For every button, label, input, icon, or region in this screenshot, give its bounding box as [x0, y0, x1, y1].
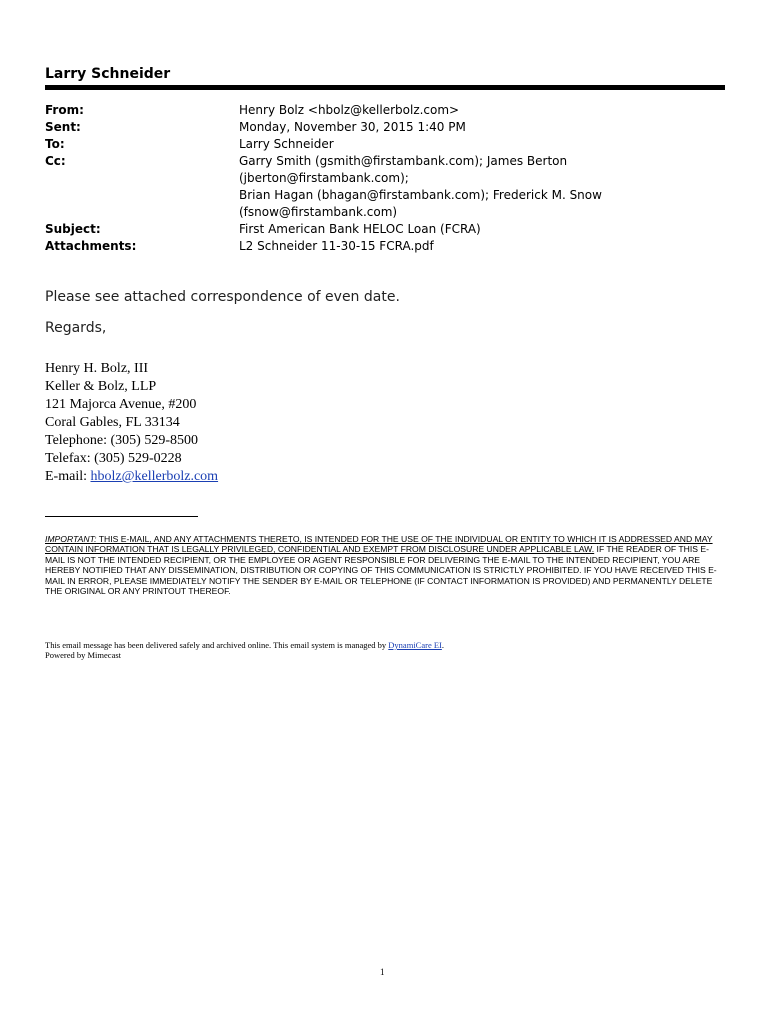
- sent-value: Monday, November 30, 2015 1:40 PM: [239, 120, 466, 134]
- signature-address-2: Coral Gables, FL 33134: [45, 415, 180, 430]
- attachment-file-name[interactable]: L2 Schneider 11-30-15 FCRA.pdf: [239, 239, 434, 253]
- to-value: Larry Schneider: [239, 137, 334, 151]
- footer-line-2: Powered by Mimecast: [45, 650, 122, 660]
- signature-telephone: Telephone: (305) 529-8500: [45, 433, 198, 448]
- signature-separator: [45, 516, 198, 517]
- dynamicare-link[interactable]: DynamiCare EI: [388, 640, 442, 650]
- from-value: Henry Bolz <hbolz@kellerbolz.com>: [239, 103, 460, 117]
- archive-footer: [45, 640, 444, 660]
- attachments-label: Attachments:: [45, 239, 137, 253]
- cc-row: [45, 153, 735, 221]
- legal-disclaimer: [45, 534, 725, 596]
- sent-label: Sent:: [45, 120, 81, 134]
- signature-email-label: E-mail:: [45, 469, 91, 484]
- subject-row: [45, 221, 735, 238]
- subject-value: First American Bank HELOC Loan (FCRA): [239, 222, 481, 236]
- email-header: [45, 102, 735, 255]
- footer-suffix: .: [441, 640, 444, 650]
- from-label: From:: [45, 103, 84, 117]
- cc-value: [239, 153, 735, 221]
- sent-row: [45, 119, 735, 136]
- header-divider: [45, 85, 725, 90]
- footer-prefix: This email message has been delivered safely and archived online. This email system is managed by: [45, 640, 389, 650]
- disclaimer-part-1: THIS E-MAIL, AND ANY ATTACHMENTS THERETO, IS INTENDED FOR THE USE OF THE INDIVIDUAL OR ENTITY TO WHICH IT IS ADDRESSED AND MAY CONTAIN INFORMATION THAT IS LEGALLY PRIVILEGED, CONFIDENTIAL AND EXEMPT FROM DISCLOSURE UNDER APPLICABLE LAW.: [45, 534, 713, 555]
- to-row: [45, 136, 735, 153]
- to-label: To:: [45, 137, 65, 151]
- footer-line-1: [45, 640, 444, 650]
- signature-telefax: Telefax: (305) 529-0228: [45, 451, 182, 466]
- attachments-row: [45, 238, 735, 255]
- signature-email-link[interactable]: hbolz@kellerbolz.com: [90, 469, 219, 484]
- signature-block: [45, 360, 218, 486]
- signature-address-1: 121 Majorca Avenue, #200: [45, 397, 197, 412]
- signature-firm: Keller & Bolz, LLP: [45, 379, 157, 394]
- signature-name: Henry H. Bolz, III: [45, 361, 149, 376]
- regards-line: Regards,: [45, 320, 107, 336]
- from-row: [45, 102, 735, 119]
- body-line: Please see attached correspondence of even date.: [45, 289, 400, 305]
- cc-line-1: Garry Smith (gsmith@firstambank.com); James Berton (jberton@firstambank.com);: [239, 154, 568, 185]
- cc-label: Cc:: [45, 154, 66, 168]
- subject-label: Subject:: [45, 222, 101, 236]
- cc-line-2: Brian Hagan (bhagan@firstambank.com); Frederick M. Snow (fsnow@firstambank.com): [239, 188, 602, 219]
- disclaimer-part-2: IF THE READER OF THIS E-MAIL IS NOT THE INTENDED RECIPIENT, OR THE EMPLOYEE OR AGENT RESPONSIBLE FOR DELIVERING THE E-MAIL TO THE INTENDED RECIPIENT, YOU ARE HEREBY NOTIFIED THAT ANY DISSEMINATION, DISTRIBUTION OR COPYING OF THIS COMMUNICATION IS STRICTLY PROHIBITED. IF YOU HAVE RECEIVED THIS E-MAIL IN ERROR, PLEASE IMMEDIATELY NOTIFY THE SENDER BY E-MAIL OR TELEPHONE (IF CONTACT INFORMATION IS PROVIDED) AND PERMANENTLY DELETE THE ORIGINAL OR ANY PRINTOUT THEREOF.: [45, 544, 717, 597]
- message-body: [45, 289, 400, 336]
- mailbox-owner-name: Larry Schneider: [45, 66, 171, 82]
- signature-email: [45, 468, 218, 486]
- page-number: 1: [380, 967, 385, 977]
- disclaimer-important-word: IMPORTANT:: [45, 534, 97, 544]
